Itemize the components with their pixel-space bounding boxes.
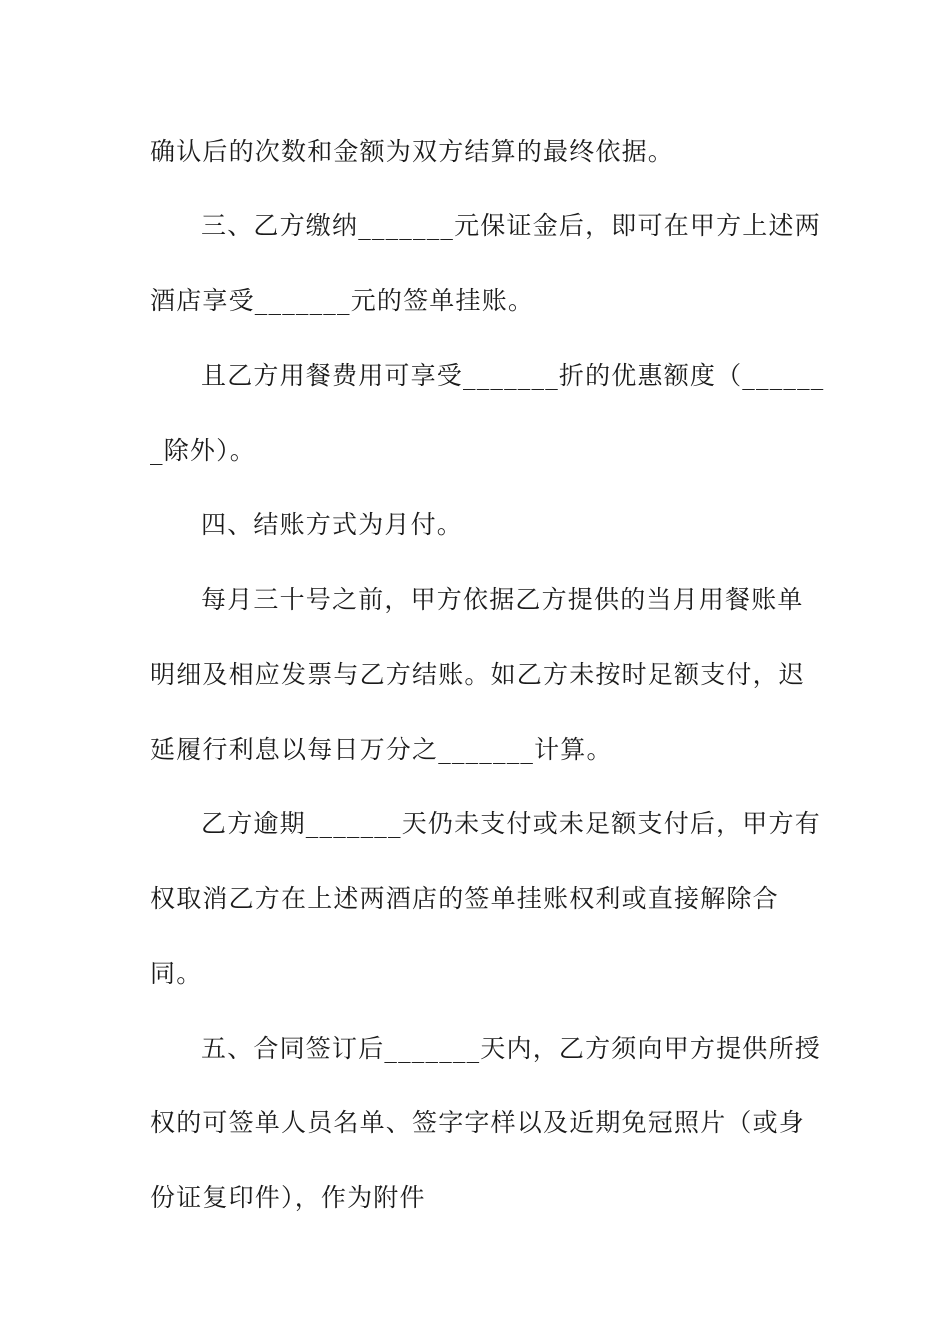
paragraph-five-start: 五、合同签订后_______天内，乙方须向甲方提供所授 xyxy=(201,1034,821,1063)
paragraph-discount-start: 且乙方用餐费用可享受_______折的优惠额度（______ xyxy=(201,361,825,390)
paragraph-four-heading: 四、结账方式为月付。 xyxy=(201,510,464,539)
paragraph-overdue-start: 乙方逾期_______天仍未支付或未足额支付后，甲方有 xyxy=(201,809,821,838)
text-line: _除外）。 xyxy=(150,436,257,465)
text-line: 延履行利息以每日万分之_______计算。 xyxy=(150,735,613,764)
text-line: 酒店享受_______元的签单挂账。 xyxy=(150,286,535,315)
text-line: 权的可签单人员名单、签字字样以及近期免冠照片（或身 xyxy=(150,1108,806,1137)
text-line: 明细及相应发票与乙方结账。如乙方未按时足额支付，迟 xyxy=(150,660,806,689)
paragraph-monthly-start: 每月三十号之前，甲方依据乙方提供的当月用餐账单 xyxy=(201,585,804,614)
text-line: 确认后的次数和金额为双方结算的最终依据。 xyxy=(150,137,675,166)
text-line: 同。 xyxy=(150,959,203,988)
text-line: 权取消乙方在上述两酒店的签单挂账权利或直接解除合 xyxy=(150,884,779,913)
text-line: 份证复印件），作为附件 xyxy=(150,1183,426,1212)
paragraph-three-start: 三、乙方缴纳_______元保证金后，即可在甲方上述两 xyxy=(201,211,821,240)
